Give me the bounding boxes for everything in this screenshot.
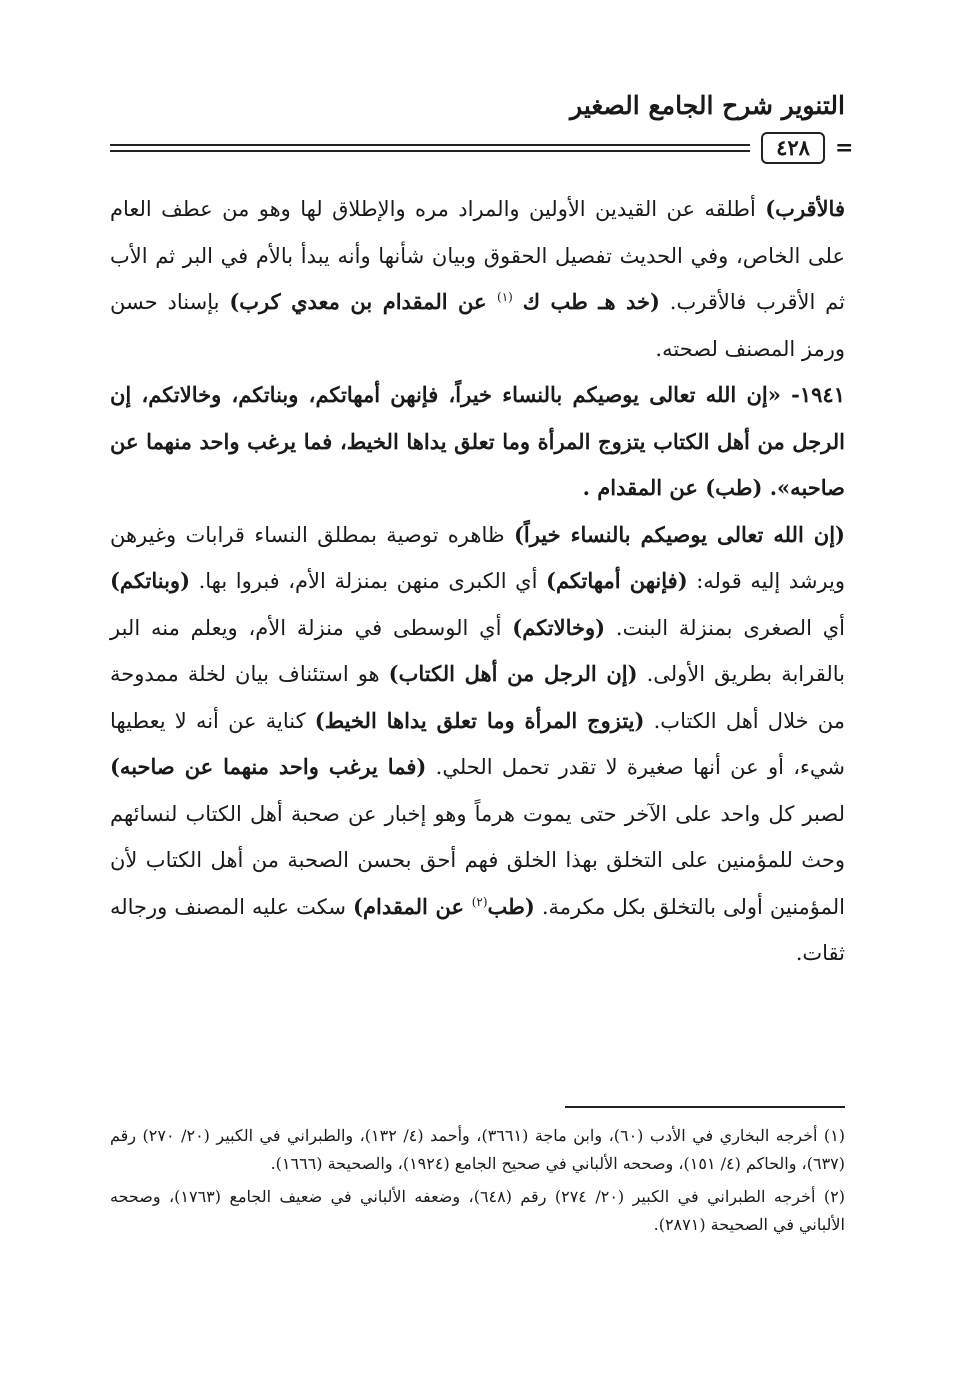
text-span: ظاهره توصية بمطلق النساء قرابات وغيرهن ويرشد إليه قوله: [110,522,845,593]
book-page [110,86,854,1306]
bold-span: فالأقرب) [765,196,845,221]
commentary-paragraph-2 [110,512,845,977]
bold-span: (إن الرجل من أهل الكتاب) [388,661,638,686]
page-number: ٤٢٨ [761,132,825,164]
footnotes [110,1122,845,1244]
footnote-2: (٢) أخرجه الطبراني في الكبير (٢٠/ ٢٧٤) رقم (٦٤٨)، وضعفه الألباني في ضعيف الجامع (١٧٦٣)، وصححه الألباني في الصحيحة (٢٨٧١). [110,1187,845,1234]
text-span: بإسناد حسن ورمز المصنف لصحته. [110,290,845,361]
footnote-ref-1[interactable]: (١) [497,290,513,304]
main-text [110,186,845,977]
bold-span: (طب [487,893,535,919]
footnote-1: (١) أخرجه البخاري في الأدب (٦٠)، وابن ماجة (٣٦٦١)، وأحمد (٤/ ١٣٢)، والطبراني في الكبير (٢٠/ ٢٧٠) رقم (٦٣٧)، والحاكم (٤/ ١٥١)، وصححه الألباني في صحيح الجامع (١٩٢٤)، والصحيحة (١٦٦٦). [110,1126,846,1173]
text-span: أي الوسطى في منزلة الأم، ويعلم منه البر بالقرابة بطريق الأولى. [110,615,845,686]
bold-span: (فإنهن أمهاتكم) [546,568,688,593]
running-title: التنوير شرح الجامع الصغير [570,91,845,120]
commentary-paragraph-1 [110,186,845,372]
text-span: هو استئناف بيان لخلة ممدوحة من خلال أهل الكتاب. [110,662,845,733]
hadith-text: ١٩٤١- «إن الله تعالى يوصيكم بالنساء خيراً، فإنهن أمهاتكم، وبناتكم، وخالاتكم، إن الرجل من أهل الكتاب يتزوج المرأة وما تعلق يداها الخيط، فما يرغب واحد منهما عن صاحبه». (طب) عن المقدام . [110,382,845,500]
page-number-mark: = [835,135,854,161]
bold-span: عن المقدام بن معدي كرب) [229,289,498,314]
bold-span: (خد هـ طب ك [522,289,660,314]
text-span: كناية عن أنه لا يعطيها شيء، أو عن أنها صغيرة لا تقدر تحمل الحلي. [110,708,845,779]
text-span: أي الكبرى منهن بمنزلة الأم، فبروا بها. [190,569,547,593]
bold-span: عن المقدام) [353,893,472,919]
footnote-ref-2[interactable]: (٢) [471,894,488,909]
text-span: لصبر كل واحد على الآخر حتى يموت هرماً وهو إخبار عن صحبة أهل الكتاب لنسائهم وحث للمؤمنين على التخلق بهذا الخلق فهم أحق بحسن الصحبة من أهل الكتاب لأن المؤمنين أولى بالتخلق بكل مكرمة. [110,801,845,919]
bold-span: (وبناتكم) [110,568,191,593]
hadith-paragraph [110,372,845,512]
bold-span: (يتزوج المرأة وما تعلق يداها الخيط) [314,707,645,733]
footnote-separator [565,1106,845,1108]
bold-span: (فما يرغب واحد منهما عن صاحبه) [110,754,427,779]
text-span: أي الصغرى بمنزلة البنت. [605,615,846,640]
bold-span: (إن الله تعالى يوصيكم بالنساء خيراً) [513,521,845,547]
header-double-rule [110,144,750,152]
text-span: سكت عليه المصنف ورجاله ثقات. [110,894,845,965]
bold-span: (وخالاتكم) [512,614,606,640]
text-span: أطلقه عن القيدين الأولين والمراد مره والإطلاق لها وهو من عطف العام على الخاص، وفي الحديث تفصيل الحقوق وبيان شأنها وأنه يبدأ بالأم في البر ثم الأب ثم الأقرب فالأقرب. [110,197,845,314]
